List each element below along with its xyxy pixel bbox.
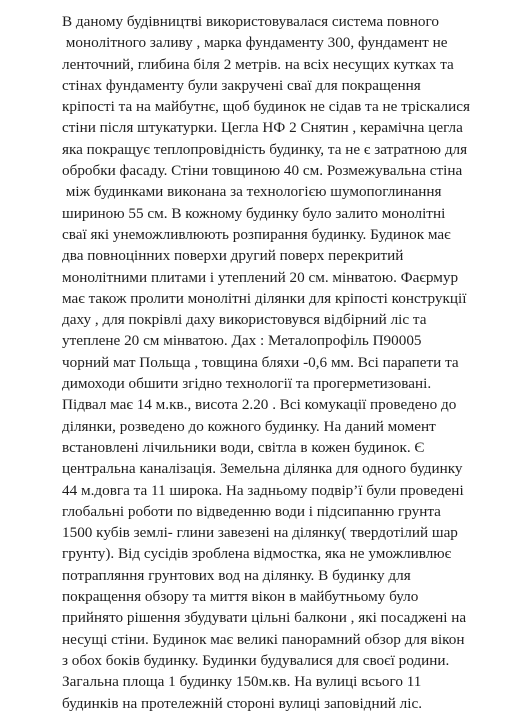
text-line: встановлені лічильники води, світла в кожен будинок. Є <box>62 438 425 456</box>
text-line: обробки фасаду. Стіни товщиною 40 см. Розмежувальна стіна <box>62 162 463 180</box>
text-line: покращення обзору та миття вікон в майбутньому було <box>62 588 419 606</box>
text-line: прийнято рішення збудувати цільні балкони , які посаджені на <box>62 609 467 627</box>
text-line: стіни після штукатурки. Цегла НФ 2 Снятин , керамічна цегла <box>62 119 463 137</box>
text-line: стінах фундаменту були закручені сваї для покращення <box>62 76 421 94</box>
text-line: Підвал має 14 м.кв., висота 2.20 . Всі комукації проведено до <box>62 396 457 414</box>
text-line: центральна каналізація. Земельна ділянка для одного будинку <box>62 460 463 478</box>
text-line: кріпості та на майбутнє, щоб будинок не сідав та не тріскалися <box>62 98 470 116</box>
text-line: яка покращує теплопровідність будинку, та не є затратною для <box>62 140 468 158</box>
text-line: потрапляння грунтових вод на ділянку. В будинку для <box>62 566 411 584</box>
text-line: сваї які унеможливлюють розпирання будинку. Будинок має <box>62 225 451 243</box>
text-line: будинків на протележній стороні вулиці заповідний ліс. <box>62 694 423 712</box>
text-line: глобальні роботи по відведенню води і підсипанню грунта <box>62 502 441 520</box>
document-body-text <box>62 11 522 714</box>
text-line: два повноцінних поверхи другий поверх перекритий <box>62 247 404 265</box>
text-line: має також пролити монолітні ділянки для кріпості конструкції <box>62 289 467 307</box>
text-line: 1500 кубів землі- глини завезені на ділянку( твердотілий шар <box>62 524 458 542</box>
text-line: чорний мат Польща , товщина бляхи -0,6 мм. Всі парапети та <box>62 353 459 371</box>
text-line: між будинками виконана за технологією шумопоглинання <box>62 183 442 201</box>
text-line: монолітними плитами і утеплений 20 см. мінватою. Фаєрмур <box>62 268 459 286</box>
text-line: димоходи обшити згідно технології та прогерметизовані. <box>62 375 432 393</box>
text-line: ленточний, глибина біля 2 метрів. на всіх несущих кутках та <box>62 55 454 73</box>
text-line: Загальна площа 1 будинку 150м.кв. На вулиці всього 11 <box>62 673 422 691</box>
text-line: шириною 55 см. В кожному будинку було залито монолітні <box>62 204 446 222</box>
text-line: 44 м.довга та 11 широка. На задньому подвір’ї були проведені <box>62 481 464 499</box>
text-line: ділянки, розведено до кожного будинку. На даний момент <box>62 417 436 435</box>
text-line: утеплене 20 см мінватою. Дах : Металопрофіль П90005 <box>62 332 422 350</box>
text-line: монолітного заливу , марка фундаменту 300, фундамент не <box>62 34 448 52</box>
text-line: несущі стіни. Будинок має великі панорамний обзор для вікон <box>62 630 465 648</box>
text-line: з обох боків будинку. Будинки будувалися для своєї родини. <box>62 651 450 669</box>
text-line: грунту). Від сусідів зроблена відмостка, яка не уможливлює <box>62 545 452 563</box>
text-line: даху , для покрівлі даху використовувся відбірний ліс та <box>62 311 427 329</box>
text-line: В даному будівництві використовувалася система повного <box>62 13 439 30</box>
